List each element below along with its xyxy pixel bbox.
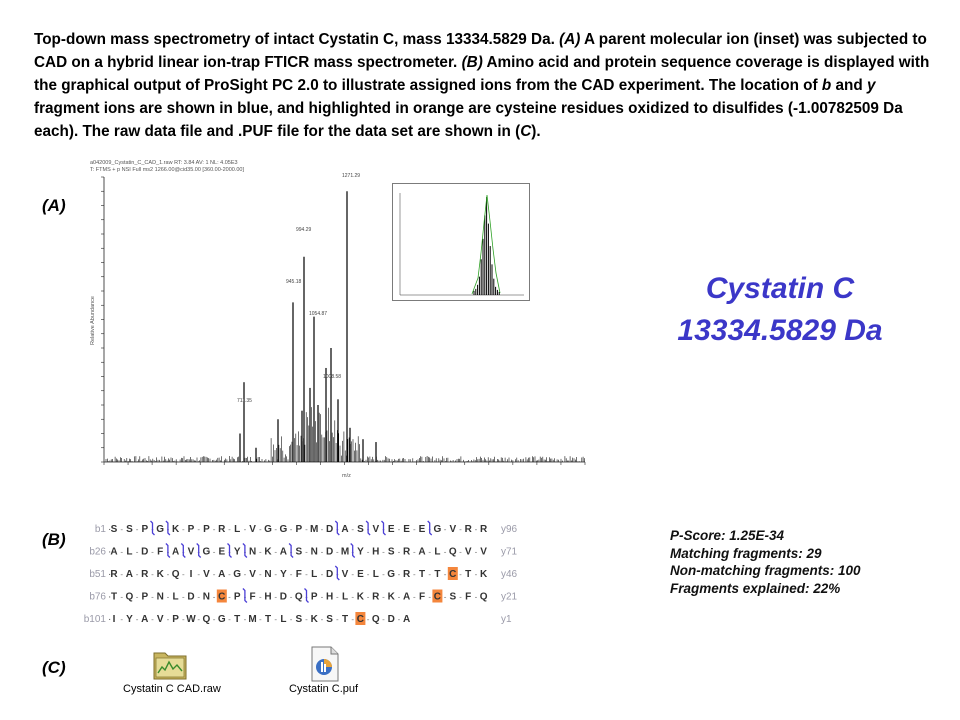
amino-acid: P <box>172 614 179 625</box>
residue-separator: - <box>289 547 293 557</box>
amino-acid: H <box>264 591 272 603</box>
panel-label-b: (B) <box>42 530 66 549</box>
residue-separator: - <box>366 615 370 624</box>
residue-separator: - <box>412 570 416 579</box>
residue-separator: - <box>474 525 478 534</box>
amino-acid: H <box>372 546 380 558</box>
residue-separator: - <box>151 615 154 624</box>
spectrum-peak-labels <box>237 173 360 404</box>
residue-separator: - <box>397 525 401 534</box>
residue-separator: - <box>335 615 339 624</box>
residue-separator: - <box>181 592 185 602</box>
spectrum-peak-label: 945.18 <box>286 279 302 285</box>
document-icon[interactable] <box>309 645 341 688</box>
spectrum-y-label: Relative Abundance <box>90 296 96 345</box>
amino-acid: E <box>403 524 410 535</box>
amino-acid: R <box>110 569 118 580</box>
residue-separator: - <box>351 525 355 534</box>
residue-separator: - <box>366 547 370 557</box>
amino-acid: E <box>418 524 426 535</box>
amino-acid: T <box>341 614 349 625</box>
residue-separator: - <box>305 547 308 557</box>
protein-mass: 13334.5829 Da <box>677 314 883 347</box>
amino-acid: G <box>233 569 242 580</box>
residue-separator: - <box>443 547 447 557</box>
amino-acid: F <box>465 591 472 603</box>
residue-separator: - <box>258 570 262 579</box>
amino-acid: E <box>218 546 226 558</box>
amino-acid: N <box>248 546 257 558</box>
amino-acid: K <box>264 546 272 558</box>
sequence-coverage-map <box>76 520 596 630</box>
amino-acid: Q <box>371 614 380 625</box>
residue-separator: - <box>243 615 247 624</box>
residue-separator: - <box>151 592 154 602</box>
amino-acid: V <box>249 569 256 580</box>
residue-separator: - <box>151 525 154 534</box>
residue-separator: - <box>228 592 231 602</box>
residue-separator: - <box>459 592 462 602</box>
sequence-separator: · <box>108 546 112 558</box>
residue-separator: - <box>428 547 432 557</box>
residue-separator: - <box>335 570 339 579</box>
residue-separator: - <box>443 525 447 534</box>
amino-acid: Y <box>280 569 287 580</box>
caption-text: A parent molecular ion (inset) was subjected to CAD on a hybrid linear ion-trap FTICR mass spectrometer. <box>34 31 927 71</box>
amino-acid: V <box>203 569 210 580</box>
amino-acid: K <box>156 569 164 580</box>
amino-acid: L <box>341 591 349 603</box>
amino-acid: C <box>433 591 442 603</box>
sequence-right-ion: y46 <box>501 569 518 580</box>
residue-separator: - <box>135 592 139 602</box>
protein-title <box>640 268 920 352</box>
residue-separator: - <box>228 547 231 557</box>
sequence-right-ion: y1 <box>501 614 512 625</box>
amino-acid: G <box>264 524 272 535</box>
spectrum-peak-label: 1054.87 <box>309 311 328 317</box>
residue-separator: - <box>351 547 355 557</box>
sequence-left-ion: b76 <box>89 591 106 603</box>
amino-acid: P <box>203 524 210 535</box>
spectrum-x-label: m/z <box>342 473 351 479</box>
spectrum-peak-label: 711.35 <box>237 398 252 404</box>
amino-acid: C <box>218 591 226 603</box>
residue-separator: - <box>228 570 231 579</box>
residue-separator: - <box>289 592 293 602</box>
amino-acid: L <box>434 546 441 558</box>
amino-acid: Y <box>357 546 364 558</box>
amino-acid: A <box>418 546 426 558</box>
nonmatching-fragments: Non-matching fragments: 100 <box>670 563 861 578</box>
residue-separator: - <box>274 592 278 602</box>
residue-separator: - <box>366 570 370 579</box>
amino-acid: A <box>125 569 134 580</box>
sequence-left-ion: b1 <box>94 524 106 535</box>
amino-acid: I <box>189 569 193 580</box>
residue-separator: - <box>181 615 185 624</box>
amino-acid: K <box>310 614 318 625</box>
residue-separator: - <box>120 592 124 602</box>
caption-text: ). <box>531 123 541 140</box>
parent-ion-inset <box>392 183 530 301</box>
amino-acid: G <box>387 569 396 580</box>
amino-acid: L <box>126 546 133 558</box>
amino-acid: T <box>418 569 426 580</box>
residue-separator: - <box>212 547 216 557</box>
amino-acid: P <box>141 591 149 603</box>
panel-label-c: (C) <box>42 658 66 677</box>
residue-separator: - <box>428 592 432 602</box>
amino-acid: A <box>279 546 288 558</box>
residue-separator: - <box>459 525 462 534</box>
amino-acid: S <box>449 591 457 603</box>
residue-separator: - <box>305 615 308 624</box>
amino-acid: P <box>141 524 149 535</box>
spectrum-header-2: T: FTMS + p NSI Full ms2 1266.00@cid35.00 [360.00-2000.00] <box>90 167 245 173</box>
amino-acid: Y <box>233 546 241 558</box>
amino-acid: M <box>248 614 257 625</box>
sequence-right-ion: y71 <box>501 546 518 558</box>
residue-separator: - <box>335 547 339 557</box>
residue-separator: - <box>212 615 216 624</box>
sequence-left-ion: b101 <box>83 614 106 625</box>
residue-separator: - <box>382 570 385 579</box>
amino-acid: N <box>202 591 211 603</box>
inset-frame <box>393 184 530 301</box>
amino-acid: V <box>187 546 195 558</box>
amino-acid: A <box>141 614 149 625</box>
panel-label-a: (A) <box>42 196 66 215</box>
residue-separator: - <box>151 570 154 579</box>
amino-acid: Q <box>171 569 180 580</box>
amino-acid: G <box>279 524 288 535</box>
residue-separator: - <box>428 570 432 579</box>
residue-separator: - <box>135 547 139 557</box>
residue-separator: - <box>197 615 201 624</box>
residue-separator: - <box>397 592 401 602</box>
residue-separator: - <box>151 547 154 557</box>
amino-acid: K <box>479 569 488 580</box>
residue-separator: - <box>428 525 432 534</box>
amino-acid: S <box>295 614 303 625</box>
amino-acid: R <box>218 524 226 535</box>
amino-acid: V <box>372 524 380 535</box>
residue-separator: - <box>120 547 124 557</box>
amino-acid: D <box>279 591 288 603</box>
p-score: P-Score: 1.25E-34 <box>670 528 785 543</box>
amino-acid: K <box>171 524 180 535</box>
amino-acid: V <box>249 524 256 535</box>
amino-acid: T <box>110 591 118 603</box>
amino-acid: M <box>340 546 350 558</box>
amino-acid: G <box>433 524 442 535</box>
residue-separator: - <box>351 592 355 602</box>
residue-separator: - <box>412 592 416 602</box>
residue-separator: - <box>382 525 385 534</box>
amino-acid: T <box>264 614 272 625</box>
residue-separator: - <box>366 592 370 602</box>
residue-separator: - <box>212 570 216 579</box>
spectrum-peak-label: 1271.29 <box>342 173 361 179</box>
residue-separator: - <box>243 570 247 579</box>
search-stats <box>670 527 861 597</box>
residue-separator: - <box>212 525 216 534</box>
puf-file-label[interactable]: Cystatin C.puf <box>289 683 359 695</box>
residue-separator: - <box>351 615 355 624</box>
residue-separator: - <box>335 592 339 602</box>
amino-acid: F <box>418 591 426 603</box>
sequence-left-ion: b26 <box>89 546 106 558</box>
amino-acid: Q <box>202 614 211 625</box>
residue-separator: - <box>412 525 416 534</box>
amino-acid: Q <box>294 591 303 603</box>
amino-acid: V <box>449 524 457 535</box>
residue-separator: - <box>382 615 385 624</box>
amino-acid: S <box>110 524 118 535</box>
amino-acid: S <box>326 614 333 625</box>
residue-separator: - <box>181 570 185 579</box>
residue-separator: - <box>274 525 278 534</box>
amino-acid: L <box>172 591 179 603</box>
amino-acid: G <box>217 614 226 625</box>
residue-separator: - <box>197 547 201 557</box>
amino-acid: A <box>171 546 180 558</box>
residue-separator: - <box>397 547 401 557</box>
figure-caption <box>34 28 934 143</box>
spectrum-header-1: a042009_Cystatin_C_CAD_1.raw RT: 3.84 AV: 1 NL: 4.05E3 <box>90 160 238 166</box>
sequence-separator: · <box>108 614 112 625</box>
amino-acid: Y <box>126 614 133 625</box>
amino-acid: L <box>280 614 287 625</box>
amino-acid: S <box>126 524 133 535</box>
caption-label-b: (B) <box>461 54 483 71</box>
residue-separator: - <box>243 592 247 602</box>
residue-separator: - <box>197 570 201 579</box>
residue-separator: - <box>243 547 247 557</box>
amino-acid: M <box>310 524 319 535</box>
residue-separator: - <box>274 615 278 624</box>
residue-separator: - <box>120 615 124 624</box>
spectrum-peak-label: 1008.58 <box>323 374 342 380</box>
fragments-explained: Fragments explained: 22% <box>670 580 841 596</box>
residue-separator: - <box>197 525 201 534</box>
residue-separator: - <box>382 592 385 602</box>
amino-acid: D <box>325 524 334 535</box>
residue-separator: - <box>382 547 385 557</box>
amino-acid: H <box>325 591 334 603</box>
residue-separator: - <box>243 525 247 534</box>
amino-acid: R <box>372 591 380 603</box>
amino-acid: K <box>387 591 395 603</box>
amino-acid: V <box>480 546 487 558</box>
amino-acid: Q <box>479 591 488 603</box>
residue-separator: - <box>397 570 401 579</box>
amino-acid: S <box>387 546 395 558</box>
amino-acid: C <box>449 569 457 580</box>
protein-name: Cystatin C <box>705 272 855 305</box>
amino-acid: W <box>186 614 196 625</box>
amino-acid: R <box>402 569 411 580</box>
residue-separator: - <box>459 570 462 579</box>
residue-separator: - <box>351 570 355 579</box>
amino-acid: D <box>325 569 334 580</box>
amino-acid: R <box>402 546 411 558</box>
residue-separator: - <box>320 592 324 602</box>
residue-separator: - <box>366 525 370 534</box>
caption-label-c: C <box>520 123 532 140</box>
residue-separator: - <box>258 547 262 557</box>
amino-acid: A <box>402 614 411 625</box>
amino-acid: D <box>187 591 195 603</box>
residue-separator: - <box>443 570 447 579</box>
residue-separator: - <box>135 615 139 624</box>
matching-fragments: Matching fragments: 29 <box>670 545 822 561</box>
amino-acid: C <box>356 614 365 625</box>
residue-separator: - <box>305 525 308 534</box>
amino-acid: Q <box>448 546 457 558</box>
residue-separator: - <box>166 615 170 624</box>
residue-separator: - <box>197 592 201 602</box>
residue-separator: - <box>258 615 262 624</box>
amino-acid: R <box>479 524 488 535</box>
caption-y-ion: y <box>866 77 876 94</box>
spectrum-peak-label: 994.29 <box>296 227 312 233</box>
caption-text: and <box>831 77 867 94</box>
residue-separator: - <box>305 570 308 579</box>
folder-chart-icon[interactable] <box>152 647 188 686</box>
residue-separator: - <box>320 570 324 579</box>
amino-acid: E <box>357 569 364 580</box>
amino-acid: L <box>311 569 318 580</box>
amino-acid: V <box>464 546 472 558</box>
residue-separator: - <box>258 592 262 602</box>
residue-separator: - <box>335 525 339 534</box>
amino-acid: A <box>341 524 349 535</box>
amino-acid: L <box>234 524 241 535</box>
amino-acid: V <box>156 614 164 625</box>
residue-separator: - <box>397 615 401 624</box>
residue-separator: - <box>320 547 324 557</box>
sequence-right-ion: y21 <box>501 591 518 603</box>
caption-text: fragment ions are shown in blue, and highlighted in orange are cysteine residues oxidized to disulfides (-1.00782509 Da each). The raw data file and .PUF file for the data set are shown in ( <box>34 100 903 140</box>
residue-separator: - <box>258 525 262 534</box>
amino-acid: T <box>465 569 472 580</box>
residue-separator: - <box>120 525 124 534</box>
residue-separator: - <box>228 615 231 624</box>
amino-acid: V <box>341 569 349 580</box>
residue-separator: - <box>320 525 324 534</box>
residue-separator: - <box>412 547 416 557</box>
sequence-separator: · <box>108 524 112 535</box>
residue-separator: - <box>474 547 478 557</box>
residue-separator: - <box>289 615 293 624</box>
sequence-right-ion: y96 <box>501 524 518 535</box>
amino-acid: R <box>141 569 149 580</box>
residue-separator: - <box>274 570 278 579</box>
residue-separator: - <box>120 570 124 579</box>
amino-acid: R <box>464 524 472 535</box>
amino-acid: D <box>141 546 149 558</box>
amino-acid: T <box>434 569 441 580</box>
amino-acid: I <box>112 614 116 625</box>
caption-text: Top-down mass spectrometry of intact Cystatin C, mass 13334.5829 Da. <box>34 31 560 48</box>
raw-file-label[interactable]: Cystatin C CAD.raw <box>123 683 221 695</box>
sequence-left-ion: b51 <box>89 569 106 580</box>
residue-separator: - <box>289 525 293 534</box>
amino-acid: N <box>264 569 272 580</box>
amino-acid: D <box>325 546 334 558</box>
sequence-separator: · <box>108 569 112 580</box>
residue-separator: - <box>443 592 447 602</box>
residue-separator: - <box>166 570 170 579</box>
amino-acid: P <box>233 591 241 603</box>
caption-label-a: (A) <box>559 31 581 48</box>
residue-separator: - <box>459 547 462 557</box>
residue-separator: - <box>228 525 231 534</box>
residue-separator: - <box>135 570 139 579</box>
amino-acid: F <box>295 569 302 580</box>
residue-separator: - <box>181 547 185 557</box>
amino-acid: E <box>387 524 395 535</box>
amino-acid: A <box>402 591 411 603</box>
amino-acid: P <box>187 524 195 535</box>
amino-acid: D <box>387 614 395 625</box>
residue-separator: - <box>135 525 139 534</box>
amino-acid: F <box>249 591 256 603</box>
residue-separator: - <box>305 592 308 602</box>
sequence-separator: · <box>108 591 112 603</box>
caption-b-ion: b <box>821 77 832 94</box>
residue-separator: - <box>166 525 170 534</box>
amino-acid: G <box>202 546 211 558</box>
residue-separator: - <box>212 592 216 602</box>
residue-separator: - <box>289 570 293 579</box>
residue-separator: - <box>274 547 278 557</box>
amino-acid: S <box>295 546 303 558</box>
caption-text: Amino acid and protein sequence coverage is displayed with the graphical output of ProSight PC 2.0 to illustrate assigned ions from the CAD experiment. The location of <box>34 54 930 94</box>
amino-acid: A <box>218 569 226 580</box>
amino-acid: N <box>310 546 318 558</box>
amino-acid: L <box>372 569 379 580</box>
amino-acid: S <box>357 524 364 535</box>
amino-acid: F <box>157 546 164 558</box>
amino-acid: N <box>156 591 164 603</box>
amino-acid: P <box>310 591 318 603</box>
amino-acid: G <box>156 524 165 535</box>
residue-separator: - <box>474 592 478 602</box>
residue-separator: - <box>320 615 324 624</box>
amino-acid: T <box>234 614 241 625</box>
amino-acid: Q <box>125 591 134 603</box>
residue-separator: - <box>166 547 170 557</box>
amino-acid: P <box>295 524 303 535</box>
residue-separator: - <box>474 570 478 579</box>
amino-acid: A <box>110 546 118 558</box>
amino-acid: K <box>356 591 365 603</box>
residue-separator: - <box>181 525 185 534</box>
residue-separator: - <box>166 592 170 602</box>
